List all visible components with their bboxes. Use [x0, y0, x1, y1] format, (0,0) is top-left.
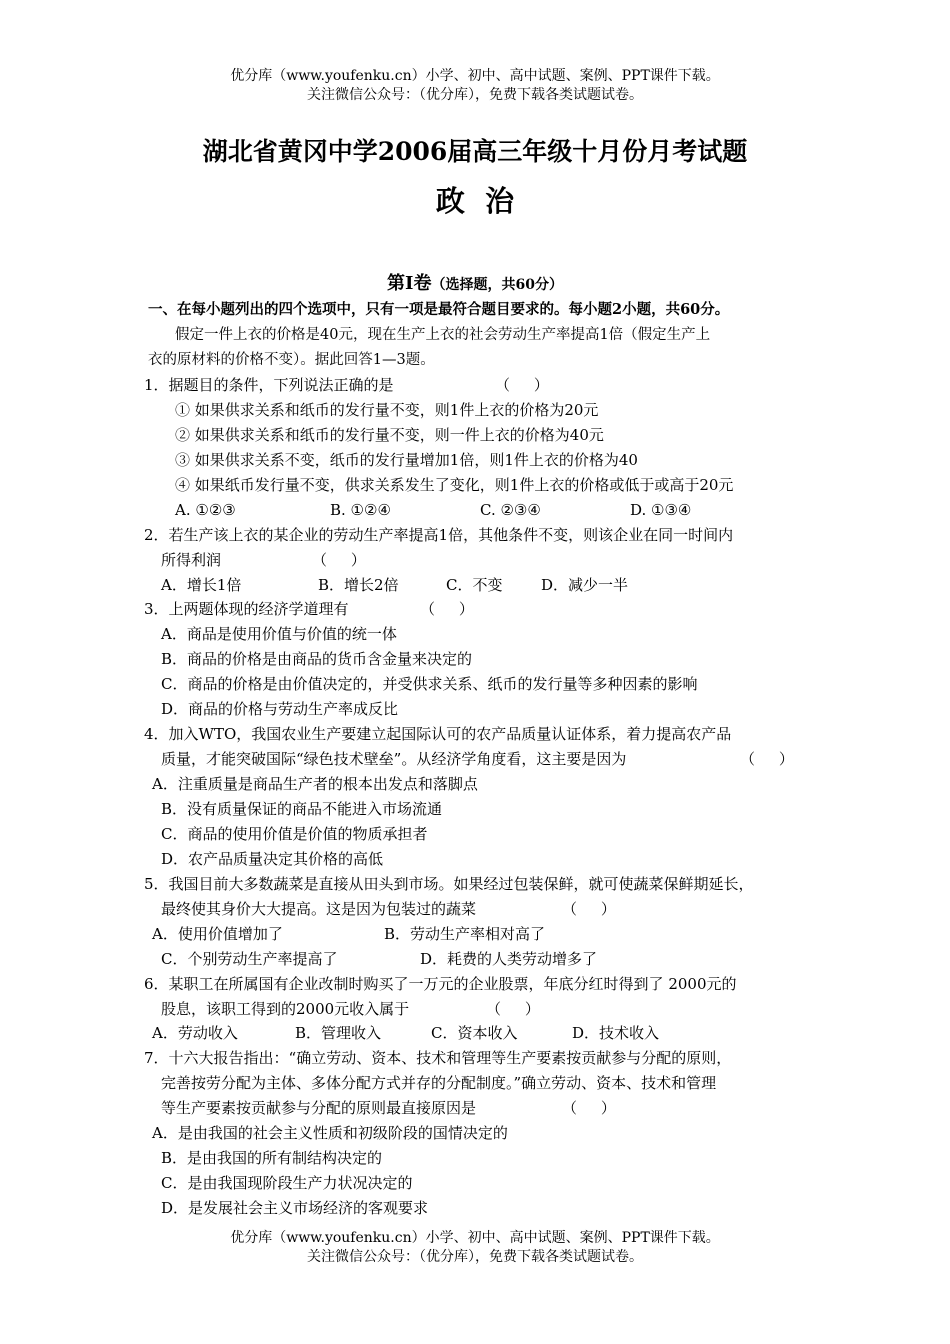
q1-answer-paren: （ ） [495, 376, 549, 394]
q4-option-a: A．注重质量是商品生产者的根本出发点和落脚点 [152, 775, 478, 793]
q4-option-c: C．商品的使用价值是价值的物质承担者 [161, 825, 428, 843]
q5-answer-paren: （ ） [562, 900, 616, 918]
q1-stem: 1．据题目的条件，下列说法正确的是 [144, 376, 394, 394]
section-name: 第Ⅰ卷 [387, 273, 432, 294]
header-line-1: 优分库（www.youfenku.cn）小学、初中、高中试题、案例、PPT课件下载。 [230, 68, 720, 84]
q3-stem: 3．上两题体现的经济学道理有 [144, 600, 349, 618]
q6-option-c: C．资本收入 [431, 1024, 518, 1042]
q1-statement-1: ① 如果供求关系和纸币的发行量不变，则1件上衣的价格为20元 [175, 401, 599, 419]
q1-statement-3: ③ 如果供求关系不变，纸币的发行量增加1倍，则1件上衣的价格为40 [175, 451, 638, 469]
q4-answer-paren: （ ） [740, 750, 794, 768]
material-line-2: 衣的原材料的价格不变）。据此回答1—3题。 [148, 352, 435, 368]
q2-stem-1: 2．若生产该上衣的某企业的劳动生产率提高1倍，其他条件不变，则该企业在同一时间内 [144, 526, 734, 544]
q6-option-a: A．劳动收入 [152, 1024, 238, 1042]
q6-stem-2: 股息，该职工得到的2000元收入属于 [161, 1000, 410, 1018]
footer-line-2: 关注微信公众号：（优分库），免费下载各类试题试卷。 [307, 1249, 643, 1265]
q5-stem-2: 最终使其身价大大提高。这是因为包装过的蔬菜 [161, 900, 477, 918]
q5-option-a: A．使用价值增加了 [152, 925, 283, 943]
q2-option-a: A．增长1倍 [161, 576, 242, 594]
q3-option-b: B．商品的价格是由商品的货币含金量来决定的 [161, 650, 473, 668]
instruction: 一、在每小题列出的四个选项中，只有一项是最符合题目要求的。每小题2小题，共60分。 [148, 301, 730, 318]
subject-title: 政 治 [435, 184, 515, 218]
q4-option-b: B．没有质量保证的商品不能进入市场流通 [161, 800, 443, 818]
q2-option-b: B．增长2倍 [318, 576, 399, 594]
q4-stem-1: 4．加入WTO，我国农业生产要建立起国际认可的农产品质量认证体系，着力提高农产品 [144, 725, 732, 743]
q5-stem-1: 5．我国目前大多数蔬菜是直接从田头到市场。如果经过包装保鲜，就可使蔬菜保鲜期延长， [144, 875, 754, 893]
section-heading [0, 272, 950, 297]
q6-option-b: B．管理收入 [295, 1024, 382, 1042]
q2-answer-paren: （ ） [312, 551, 366, 569]
q5-option-d: D．耗费的人类劳动增多了 [420, 950, 598, 968]
q4-option-d: D．农产品质量决定其价格的高低 [161, 850, 384, 868]
q7-option-b: B．是由我国的所有制结构决定的 [161, 1149, 383, 1167]
q7-stem-3: 等生产要素按贡献参与分配的原则最直接原因是 [161, 1099, 477, 1117]
q6-option-d: D．技术收入 [572, 1024, 660, 1042]
q7-option-d: D．是发展社会主义市场经济的客观要求 [161, 1199, 429, 1217]
footer-line-1: 优分库（www.youfenku.cn）小学、初中、高中试题、案例、PPT课件下载。 [230, 1230, 720, 1246]
q6-stem-1: 6．某职工在所属国有企业改制时购买了一万元的企业股票，年底分红时得到了 2000元的 [144, 975, 737, 993]
q1-statement-2: ② 如果供求关系和纸币的发行量不变，则一件上衣的价格为40元 [175, 426, 604, 444]
q3-option-c: C．商品的价格是由价值决定的，并受供求关系、纸币的发行量等多种因素的影响 [161, 675, 698, 693]
q2-stem-2: 所得利润 [161, 551, 222, 569]
q1-option-d: D. ①③④ [630, 501, 692, 519]
q7-answer-paren: （ ） [562, 1099, 616, 1117]
q3-option-a: A．商品是使用价值与价值的统一体 [161, 625, 397, 643]
q6-answer-paren: （ ） [486, 1000, 540, 1018]
q3-option-d: D．商品的价格与劳动生产率成反比 [161, 700, 399, 718]
q4-stem-2: 质量，才能突破国际“绿色技术壁垒”。从经济学角度看，这主要是因为 [161, 750, 627, 768]
q1-option-b: B. ①②④ [330, 501, 391, 519]
q5-option-b: B．劳动生产率相对高了 [384, 925, 546, 943]
q3-answer-paren: （ ） [420, 600, 474, 618]
section-note: （选择题，共60分） [431, 277, 563, 293]
header-line-2: 关注微信公众号：（优分库），免费下载各类试题试卷。 [307, 87, 643, 103]
q5-option-c: C．个别劳动生产率提高了 [161, 950, 338, 968]
q2-option-c: C．不变 [446, 576, 503, 594]
q7-stem-2: 完善按劳分配为主体、多体分配方式并存的分配制度。”确立劳动、资本、技术和管理 [161, 1074, 717, 1092]
q7-option-c: C．是由我国现阶段生产力状况决定的 [161, 1174, 413, 1192]
exam-title: 湖北省黄冈中学2006届高三年级十月份月考试题 [202, 137, 748, 166]
q1-option-c: C. ②③④ [480, 501, 541, 519]
q2-option-d: D．减少一半 [541, 576, 629, 594]
q1-statement-4: ④ 如果纸币发行量不变，供求关系发生了变化，则1件上衣的价格或低于或高于20元 [175, 476, 734, 494]
q7-stem-1: 7．十六大报告指出：“确立劳动、资本、技术和管理等生产要素按贡献参与分配的原则， [144, 1049, 732, 1067]
material-line-1: 假定一件上衣的价格是40元，现在生产上衣的社会劳动生产率提高1倍（假定生产上 [175, 327, 711, 343]
q1-option-a: A. ①②③ [175, 501, 236, 519]
q7-option-a: A．是由我国的社会主义性质和初级阶段的国情决定的 [152, 1124, 508, 1142]
